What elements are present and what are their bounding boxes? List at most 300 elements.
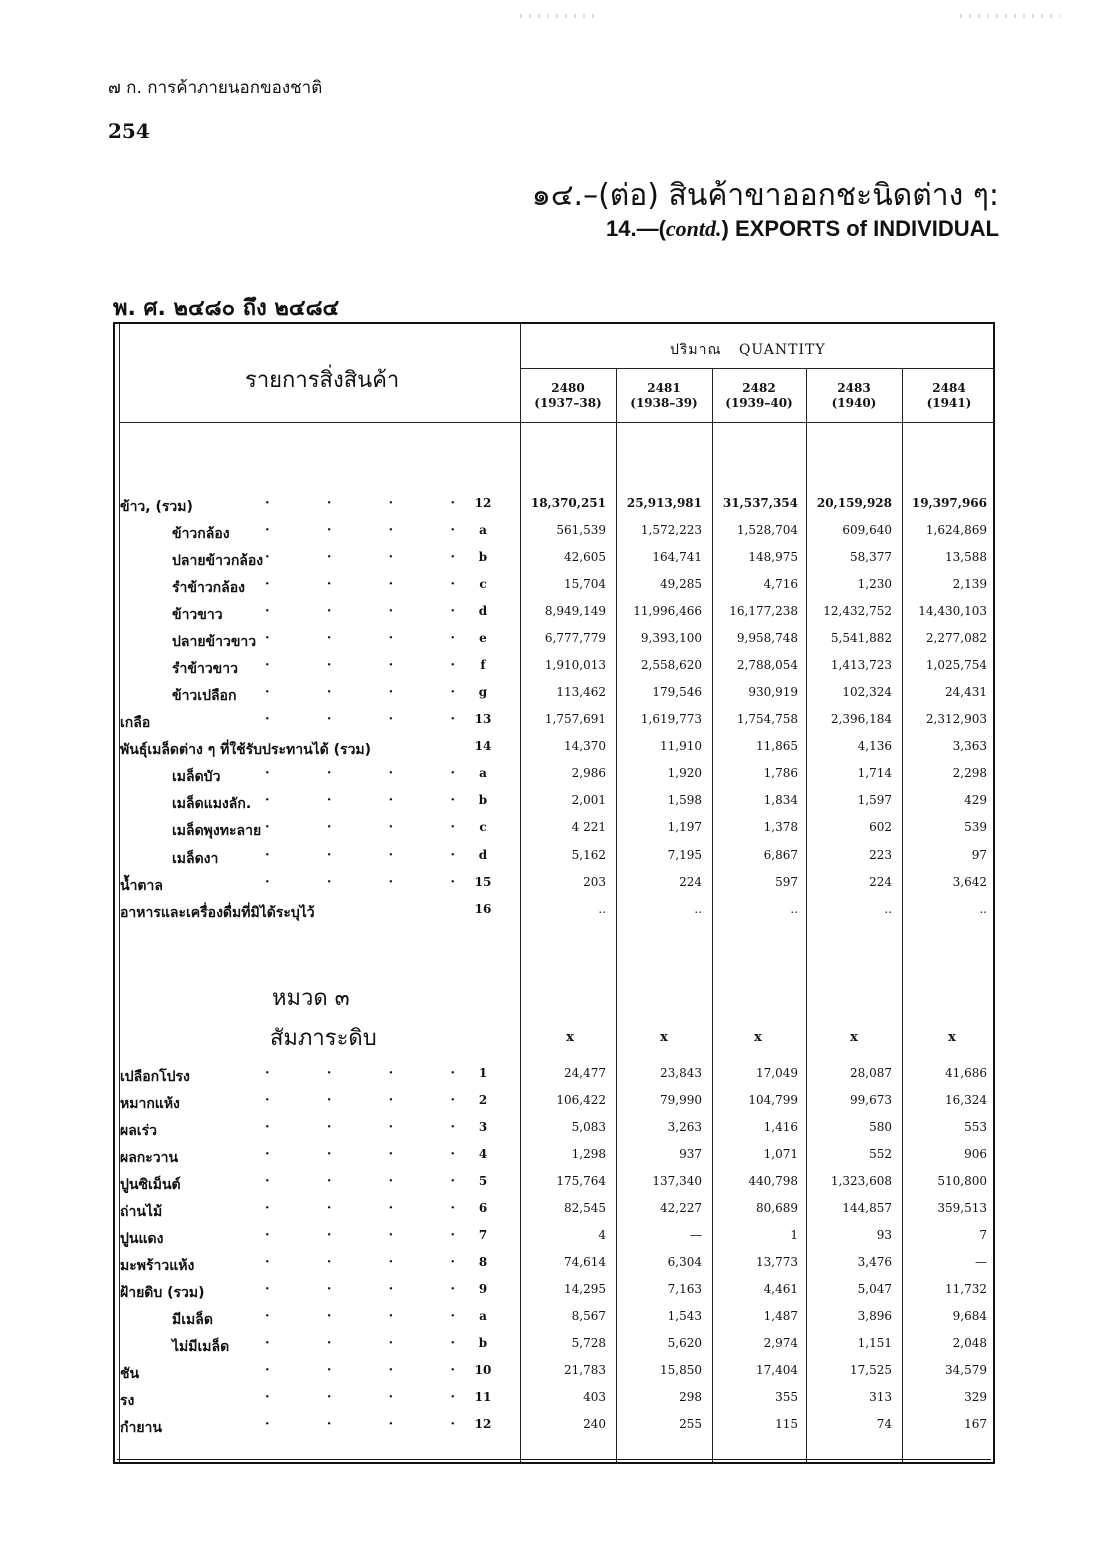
- row-label: ชัน: [120, 1366, 140, 1382]
- value-cell: 4,716: [763, 577, 798, 591]
- scan-speckle: [960, 14, 1060, 18]
- value-cell: 28,087: [850, 1066, 892, 1080]
- value-cell: 4,136: [857, 739, 892, 753]
- value-cell: 42,227: [660, 1201, 702, 1215]
- table-row: [0, 1066, 1095, 1093]
- row-code: b: [478, 1336, 488, 1350]
- table-row: [0, 1282, 1095, 1309]
- value-cell: 14,295: [564, 1282, 606, 1296]
- value-cell: 3,363: [952, 739, 987, 753]
- value-cell: 6,304: [667, 1255, 702, 1269]
- value-cell: 5,083: [571, 1120, 606, 1134]
- table-row: [0, 1309, 1095, 1336]
- row-code: 16: [474, 902, 492, 916]
- row-label: ฝ้ายดิบ (รวม): [120, 1285, 205, 1301]
- row-label: เกลือ: [120, 715, 151, 731]
- value-cell: 1,598: [667, 793, 702, 807]
- row-code: 1: [478, 1066, 488, 1080]
- column-year: 2484: [932, 381, 966, 395]
- table-row: [0, 523, 1095, 550]
- column-year: 2481: [647, 381, 681, 395]
- value-cell: 1,757,691: [544, 712, 606, 726]
- category-mark: x: [566, 1030, 574, 1045]
- leader-dots: · · · ·: [265, 496, 455, 511]
- value-cell: 255: [679, 1417, 702, 1431]
- table-row: [0, 658, 1095, 685]
- value-cell: 6,867: [763, 848, 798, 862]
- value-cell: 2,788,054: [736, 658, 798, 672]
- column-year: 2483: [837, 381, 871, 395]
- value-cell: 2,312,903: [925, 712, 987, 726]
- value-cell: 25,913,981: [626, 496, 702, 510]
- value-cell: 23,843: [660, 1066, 702, 1080]
- value-cell: 2,986: [571, 766, 606, 780]
- row-code: 3: [478, 1120, 488, 1134]
- value-cell: 1: [790, 1228, 798, 1242]
- value-cell: 18,370,251: [530, 496, 606, 510]
- table-row: [0, 604, 1095, 631]
- value-cell: 539: [964, 820, 987, 834]
- table-row: [0, 1174, 1095, 1201]
- value-cell: 5,162: [571, 848, 606, 862]
- leader-dots: · · · ·: [265, 820, 455, 835]
- title-english-prefix: 14.—(: [606, 216, 666, 241]
- row-label: ปูนซิเม็นต์: [120, 1177, 181, 1193]
- value-cell: 41,686: [945, 1066, 987, 1080]
- leader-dots: · · · ·: [265, 766, 455, 781]
- value-cell: 552: [869, 1147, 892, 1161]
- value-cell: 9,958,748: [736, 631, 798, 645]
- value-cell: 609,640: [842, 523, 892, 537]
- table-row: [0, 820, 1095, 847]
- value-cell: 2,974: [763, 1336, 798, 1350]
- row-code: 12: [474, 1417, 492, 1431]
- leader-dots: · · · ·: [265, 1309, 455, 1324]
- table-row: [0, 1417, 1095, 1444]
- value-cell: 602: [869, 820, 892, 834]
- value-cell: 510,800: [937, 1174, 987, 1188]
- value-cell: 1,416: [763, 1120, 798, 1134]
- title-english-suffix: ) EXPORTS of INDIVIDUAL: [721, 216, 999, 241]
- value-cell: 17,404: [756, 1363, 798, 1377]
- row-code: 5: [478, 1174, 488, 1188]
- table-row: [0, 1390, 1095, 1417]
- category-mark: x: [754, 1030, 762, 1045]
- row-code: 13: [474, 712, 492, 726]
- value-cell: 97: [971, 848, 987, 862]
- value-cell: 359,513: [937, 1201, 987, 1215]
- row-label: ข้าวขาว: [172, 607, 223, 623]
- value-cell: 5,620: [667, 1336, 702, 1350]
- table-row: [0, 848, 1095, 875]
- table-row: [0, 1093, 1095, 1120]
- row-label: น้ำตาล: [120, 878, 163, 894]
- value-cell: 74: [876, 1417, 892, 1431]
- value-cell: 1,378: [763, 820, 798, 834]
- value-cell: 429: [964, 793, 987, 807]
- value-cell: 99,673: [850, 1093, 892, 1107]
- column-range: (1940): [831, 396, 877, 410]
- value-cell: 12,432,752: [823, 604, 892, 618]
- value-cell: 1,528,704: [736, 523, 798, 537]
- value-cell: 224: [679, 875, 702, 889]
- row-code: 11: [474, 1390, 492, 1404]
- row-label: ไม่มีเมล็ด: [172, 1339, 230, 1355]
- category-name: สัมภาระดิบ: [270, 1026, 377, 1051]
- value-cell: 3,263: [667, 1120, 702, 1134]
- value-cell: 148,975: [748, 550, 798, 564]
- row-code: d: [478, 604, 488, 618]
- table-row: [0, 577, 1095, 604]
- row-code: 6: [478, 1201, 488, 1215]
- row-code: a: [479, 1309, 487, 1323]
- items-header: รายการสิ่งสินค้า: [245, 368, 400, 393]
- row-label: เมล็ดแมงลัก.: [172, 796, 252, 812]
- value-cell: 1,920: [667, 766, 702, 780]
- value-cell: 179,546: [652, 685, 702, 699]
- value-cell: ..: [598, 902, 606, 916]
- leader-dots: · · · ·: [265, 712, 455, 727]
- row-code: 4: [478, 1147, 488, 1161]
- column-header: [618, 381, 710, 411]
- row-label: มะพร้าวแห้ง: [120, 1258, 195, 1274]
- row-code: d: [478, 848, 488, 862]
- row-label: เมล็ดงา: [172, 851, 219, 867]
- category-heading: หมวด ๓: [272, 986, 350, 1011]
- value-cell: 224: [869, 875, 892, 889]
- row-label: ผลเร่ว: [120, 1123, 157, 1139]
- column-range: (1937–38): [534, 396, 602, 410]
- row-code: c: [479, 820, 487, 834]
- table-row: [0, 712, 1095, 739]
- value-cell: 553: [964, 1120, 987, 1134]
- value-cell: 15,850: [660, 1363, 702, 1377]
- value-cell: ..: [884, 902, 892, 916]
- table-row: [0, 1201, 1095, 1228]
- value-cell: 2,558,620: [640, 658, 702, 672]
- value-cell: 21,783: [564, 1363, 606, 1377]
- value-cell: 1,487: [763, 1309, 798, 1323]
- leader-dots: · · · ·: [265, 1336, 455, 1351]
- value-cell: 2,277,082: [925, 631, 987, 645]
- value-cell: 16,177,238: [729, 604, 798, 618]
- leader-dots: · · · ·: [265, 793, 455, 808]
- table-row: [0, 550, 1095, 577]
- leader-dots: · · · ·: [265, 631, 455, 646]
- value-cell: 9,393,100: [640, 631, 702, 645]
- value-cell: 7,195: [667, 848, 702, 862]
- value-cell: 580: [869, 1120, 892, 1134]
- value-cell: 164,741: [652, 550, 702, 564]
- value-cell: 403: [583, 1390, 606, 1404]
- row-label: ข้าวเปลือก: [172, 688, 237, 704]
- value-cell: 106,422: [556, 1093, 606, 1107]
- row-code: 8: [478, 1255, 488, 1269]
- leader-dots: · · · ·: [265, 875, 455, 890]
- value-cell: 104,799: [748, 1093, 798, 1107]
- value-cell: 298: [679, 1390, 702, 1404]
- value-cell: 15,704: [564, 577, 606, 591]
- row-code: b: [478, 550, 488, 564]
- value-cell: 937: [679, 1147, 702, 1161]
- row-code: 10: [474, 1363, 492, 1377]
- row-label: เมล็ดบัว: [172, 769, 221, 785]
- category-mark: x: [660, 1030, 668, 1045]
- value-cell: 2,298: [952, 766, 987, 780]
- table-row: [0, 1120, 1095, 1147]
- quantity-header: [664, 339, 832, 361]
- value-cell: 9,684: [952, 1309, 987, 1323]
- value-cell: 203: [583, 875, 606, 889]
- value-cell: 11,910: [660, 739, 702, 753]
- value-cell: 137,340: [652, 1174, 702, 1188]
- category-mark: x: [948, 1030, 956, 1045]
- leader-dots: · · · ·: [265, 1255, 455, 1270]
- value-cell: 115: [775, 1417, 798, 1431]
- quantity-header-english: QUANTITY: [738, 342, 826, 358]
- value-cell: 3,642: [952, 875, 987, 889]
- table-row: [0, 766, 1095, 793]
- value-cell: 597: [775, 875, 798, 889]
- value-cell: 14,370: [564, 739, 606, 753]
- row-label: อาหารและเครื่องดื่มที่มิได้ระบุไว้: [120, 905, 315, 921]
- value-cell: 1,910,013: [544, 658, 606, 672]
- category-mark: x: [850, 1030, 858, 1045]
- value-cell: 5,047: [857, 1282, 892, 1296]
- row-label: ข้าวกล้อง: [172, 526, 230, 542]
- value-cell: 113,462: [556, 685, 606, 699]
- value-cell: 80,689: [756, 1201, 798, 1215]
- value-cell: 313: [869, 1390, 892, 1404]
- value-cell: 1,230: [857, 577, 892, 591]
- value-cell: 1,071: [763, 1147, 798, 1161]
- value-cell: 1,597: [857, 793, 892, 807]
- value-cell: 82,545: [564, 1201, 606, 1215]
- leader-dots: · · · ·: [265, 1093, 455, 1108]
- row-code: f: [480, 658, 486, 672]
- value-cell: 2,139: [952, 577, 987, 591]
- table-row: [0, 631, 1095, 658]
- row-code: b: [478, 793, 488, 807]
- value-cell: 16,324: [945, 1093, 987, 1107]
- leader-dots: · · · ·: [265, 658, 455, 673]
- value-cell: 13,588: [945, 550, 987, 564]
- leader-dots: · · · ·: [265, 848, 455, 863]
- title-thai: ๑๔.–(ต่อ) สินค้าขาออกชะนิดต่าง ๆ:: [531, 178, 999, 213]
- column-header: [808, 381, 900, 411]
- row-label: รำข้าวกล้อง: [172, 580, 245, 596]
- value-cell: 906: [964, 1147, 987, 1161]
- leader-dots: · · · ·: [265, 1363, 455, 1378]
- leader-dots: · · · ·: [265, 1066, 455, 1081]
- leader-dots: · · · ·: [265, 1228, 455, 1243]
- value-cell: 1,413,723: [830, 658, 892, 672]
- value-cell: 17,525: [850, 1363, 892, 1377]
- value-cell: 167: [964, 1417, 987, 1431]
- leader-dots: · · · ·: [265, 523, 455, 538]
- row-label: กำยาน: [120, 1420, 162, 1436]
- value-cell: 5,541,882: [830, 631, 892, 645]
- title-english-contd: contd.: [665, 216, 722, 241]
- table-row: [0, 739, 1095, 766]
- column-header: [714, 381, 804, 411]
- value-cell: 1,298: [571, 1147, 606, 1161]
- value-cell: 223: [869, 848, 892, 862]
- row-code: a: [479, 766, 487, 780]
- value-cell: 1,714: [857, 766, 892, 780]
- header-bottom-rule: [119, 422, 994, 423]
- value-cell: 440,798: [748, 1174, 798, 1188]
- value-cell: 1,323,608: [830, 1174, 892, 1188]
- value-cell: 1,786: [763, 766, 798, 780]
- value-cell: 6,777,779: [544, 631, 606, 645]
- value-cell: 1,624,869: [925, 523, 987, 537]
- leader-dots: · · · ·: [265, 1390, 455, 1405]
- value-cell: ..: [790, 902, 798, 916]
- value-cell: 355: [775, 1390, 798, 1404]
- leader-dots: · · · ·: [265, 1201, 455, 1216]
- table-row: [0, 875, 1095, 902]
- table-row: [0, 793, 1095, 820]
- value-cell: 14,430,103: [918, 604, 987, 618]
- row-code: 12: [474, 496, 492, 510]
- value-cell: 4 221: [571, 820, 606, 834]
- value-cell: 17,049: [756, 1066, 798, 1080]
- value-cell: 930,919: [748, 685, 798, 699]
- row-label: ปูนแดง: [120, 1231, 164, 1247]
- period-label: พ. ศ. ๒๔๘๐ ถึง ๒๔๘๔: [113, 296, 340, 321]
- row-label: เมล็ดพุงทะลาย: [172, 823, 262, 839]
- value-cell: ..: [979, 902, 987, 916]
- row-label: รง: [120, 1393, 135, 1409]
- value-cell: 24,431: [945, 685, 987, 699]
- row-label: หมากแห้ง: [120, 1096, 180, 1112]
- column-header: [904, 381, 994, 411]
- column-range: (1941): [926, 396, 972, 410]
- value-cell: 8,949,149: [544, 604, 606, 618]
- quantity-header-thai: ปริมาณ: [670, 342, 722, 358]
- row-code: e: [479, 631, 487, 645]
- value-cell: 19,397,966: [911, 496, 987, 510]
- quantity-header-rule: [520, 368, 994, 369]
- value-cell: 2,001: [571, 793, 606, 807]
- value-cell: 2,048: [952, 1336, 987, 1350]
- value-cell: 7: [979, 1228, 987, 1242]
- value-cell: 24,477: [564, 1066, 606, 1080]
- value-cell: 11,732: [945, 1282, 987, 1296]
- value-cell: 1,151: [857, 1336, 892, 1350]
- value-cell: 49,285: [660, 577, 702, 591]
- row-label: พันธุ์เมล็ดต่าง ๆ ที่ใช้รับประทานได้ (รวม): [120, 742, 372, 758]
- value-cell: 11,996,466: [633, 604, 702, 618]
- page-number: 254: [108, 119, 150, 143]
- table-row: [0, 1228, 1095, 1255]
- table-row: [0, 685, 1095, 712]
- value-cell: 240: [583, 1417, 606, 1431]
- value-cell: 8,567: [571, 1309, 606, 1323]
- column-header: [522, 381, 614, 411]
- value-cell: 74,614: [564, 1255, 606, 1269]
- value-cell: 34,579: [945, 1363, 987, 1377]
- value-cell: 79,990: [660, 1093, 702, 1107]
- value-cell: 93: [876, 1228, 892, 1242]
- leader-dots: · · · ·: [265, 604, 455, 619]
- value-cell: 20,159,928: [816, 496, 892, 510]
- column-range: (1938–39): [630, 396, 698, 410]
- running-head: ๗ ก. การค้าภายนอกของชาติ: [108, 78, 323, 98]
- table-row: [0, 1147, 1095, 1174]
- value-cell: 1,197: [667, 820, 702, 834]
- value-cell: —: [975, 1255, 987, 1269]
- value-cell: 329: [964, 1390, 987, 1404]
- value-cell: 1,754,758: [736, 712, 798, 726]
- scan-speckle: [520, 14, 600, 18]
- value-cell: 144,857: [842, 1201, 892, 1215]
- value-cell: 102,324: [842, 685, 892, 699]
- value-cell: 1,025,754: [925, 658, 987, 672]
- row-code: g: [478, 685, 488, 699]
- value-cell: 3,896: [857, 1309, 892, 1323]
- value-cell: 1,834: [763, 793, 798, 807]
- table-row: [0, 1255, 1095, 1282]
- value-cell: 2,396,184: [830, 712, 892, 726]
- table-row: [0, 902, 1095, 929]
- row-code: 14: [474, 739, 492, 753]
- value-cell: ..: [694, 902, 702, 916]
- value-cell: 5,728: [571, 1336, 606, 1350]
- leader-dots: · · · ·: [265, 550, 455, 565]
- row-label: รำข้าวขาว: [172, 661, 238, 677]
- row-label: เปลือกโปรง: [120, 1069, 190, 1085]
- value-cell: 31,537,354: [722, 496, 798, 510]
- value-cell: —: [690, 1228, 702, 1242]
- value-cell: 4,461: [763, 1282, 798, 1296]
- row-code: 15: [474, 875, 492, 889]
- row-code: 2: [478, 1093, 488, 1107]
- row-label: มีเมล็ด: [172, 1312, 213, 1328]
- row-code: a: [479, 523, 487, 537]
- leader-dots: · · · ·: [265, 685, 455, 700]
- leader-dots: · · · ·: [265, 1120, 455, 1135]
- value-cell: 175,764: [556, 1174, 606, 1188]
- value-cell: 561,539: [556, 523, 606, 537]
- leader-dots: · · · ·: [265, 577, 455, 592]
- row-label: ปลายข้าวกล้อง: [172, 553, 264, 569]
- value-cell: 58,377: [850, 550, 892, 564]
- column-range: (1939–40): [725, 396, 793, 410]
- title-english: [606, 216, 999, 242]
- value-cell: 3,476: [857, 1255, 892, 1269]
- row-label: ข้าว, (รวม): [120, 499, 193, 515]
- value-cell: 1,543: [667, 1309, 702, 1323]
- table-row: [0, 1336, 1095, 1363]
- value-cell: 42,605: [564, 550, 606, 564]
- row-code: 7: [478, 1228, 488, 1242]
- table-row: [0, 496, 1095, 523]
- value-cell: 1,619,773: [640, 712, 702, 726]
- column-year: 2482: [742, 381, 776, 395]
- leader-dots: · · · ·: [265, 1147, 455, 1162]
- value-cell: 13,773: [756, 1255, 798, 1269]
- value-cell: 4: [598, 1228, 606, 1242]
- row-code: 9: [478, 1282, 488, 1296]
- leader-dots: · · · ·: [265, 1174, 455, 1189]
- table-row: [0, 1363, 1095, 1390]
- row-label: ปลายข้าวขาว: [172, 634, 257, 650]
- value-cell: 1,572,223: [640, 523, 702, 537]
- leader-dots: · · · ·: [265, 1282, 455, 1297]
- row-label: ถ่านไม้: [120, 1204, 163, 1220]
